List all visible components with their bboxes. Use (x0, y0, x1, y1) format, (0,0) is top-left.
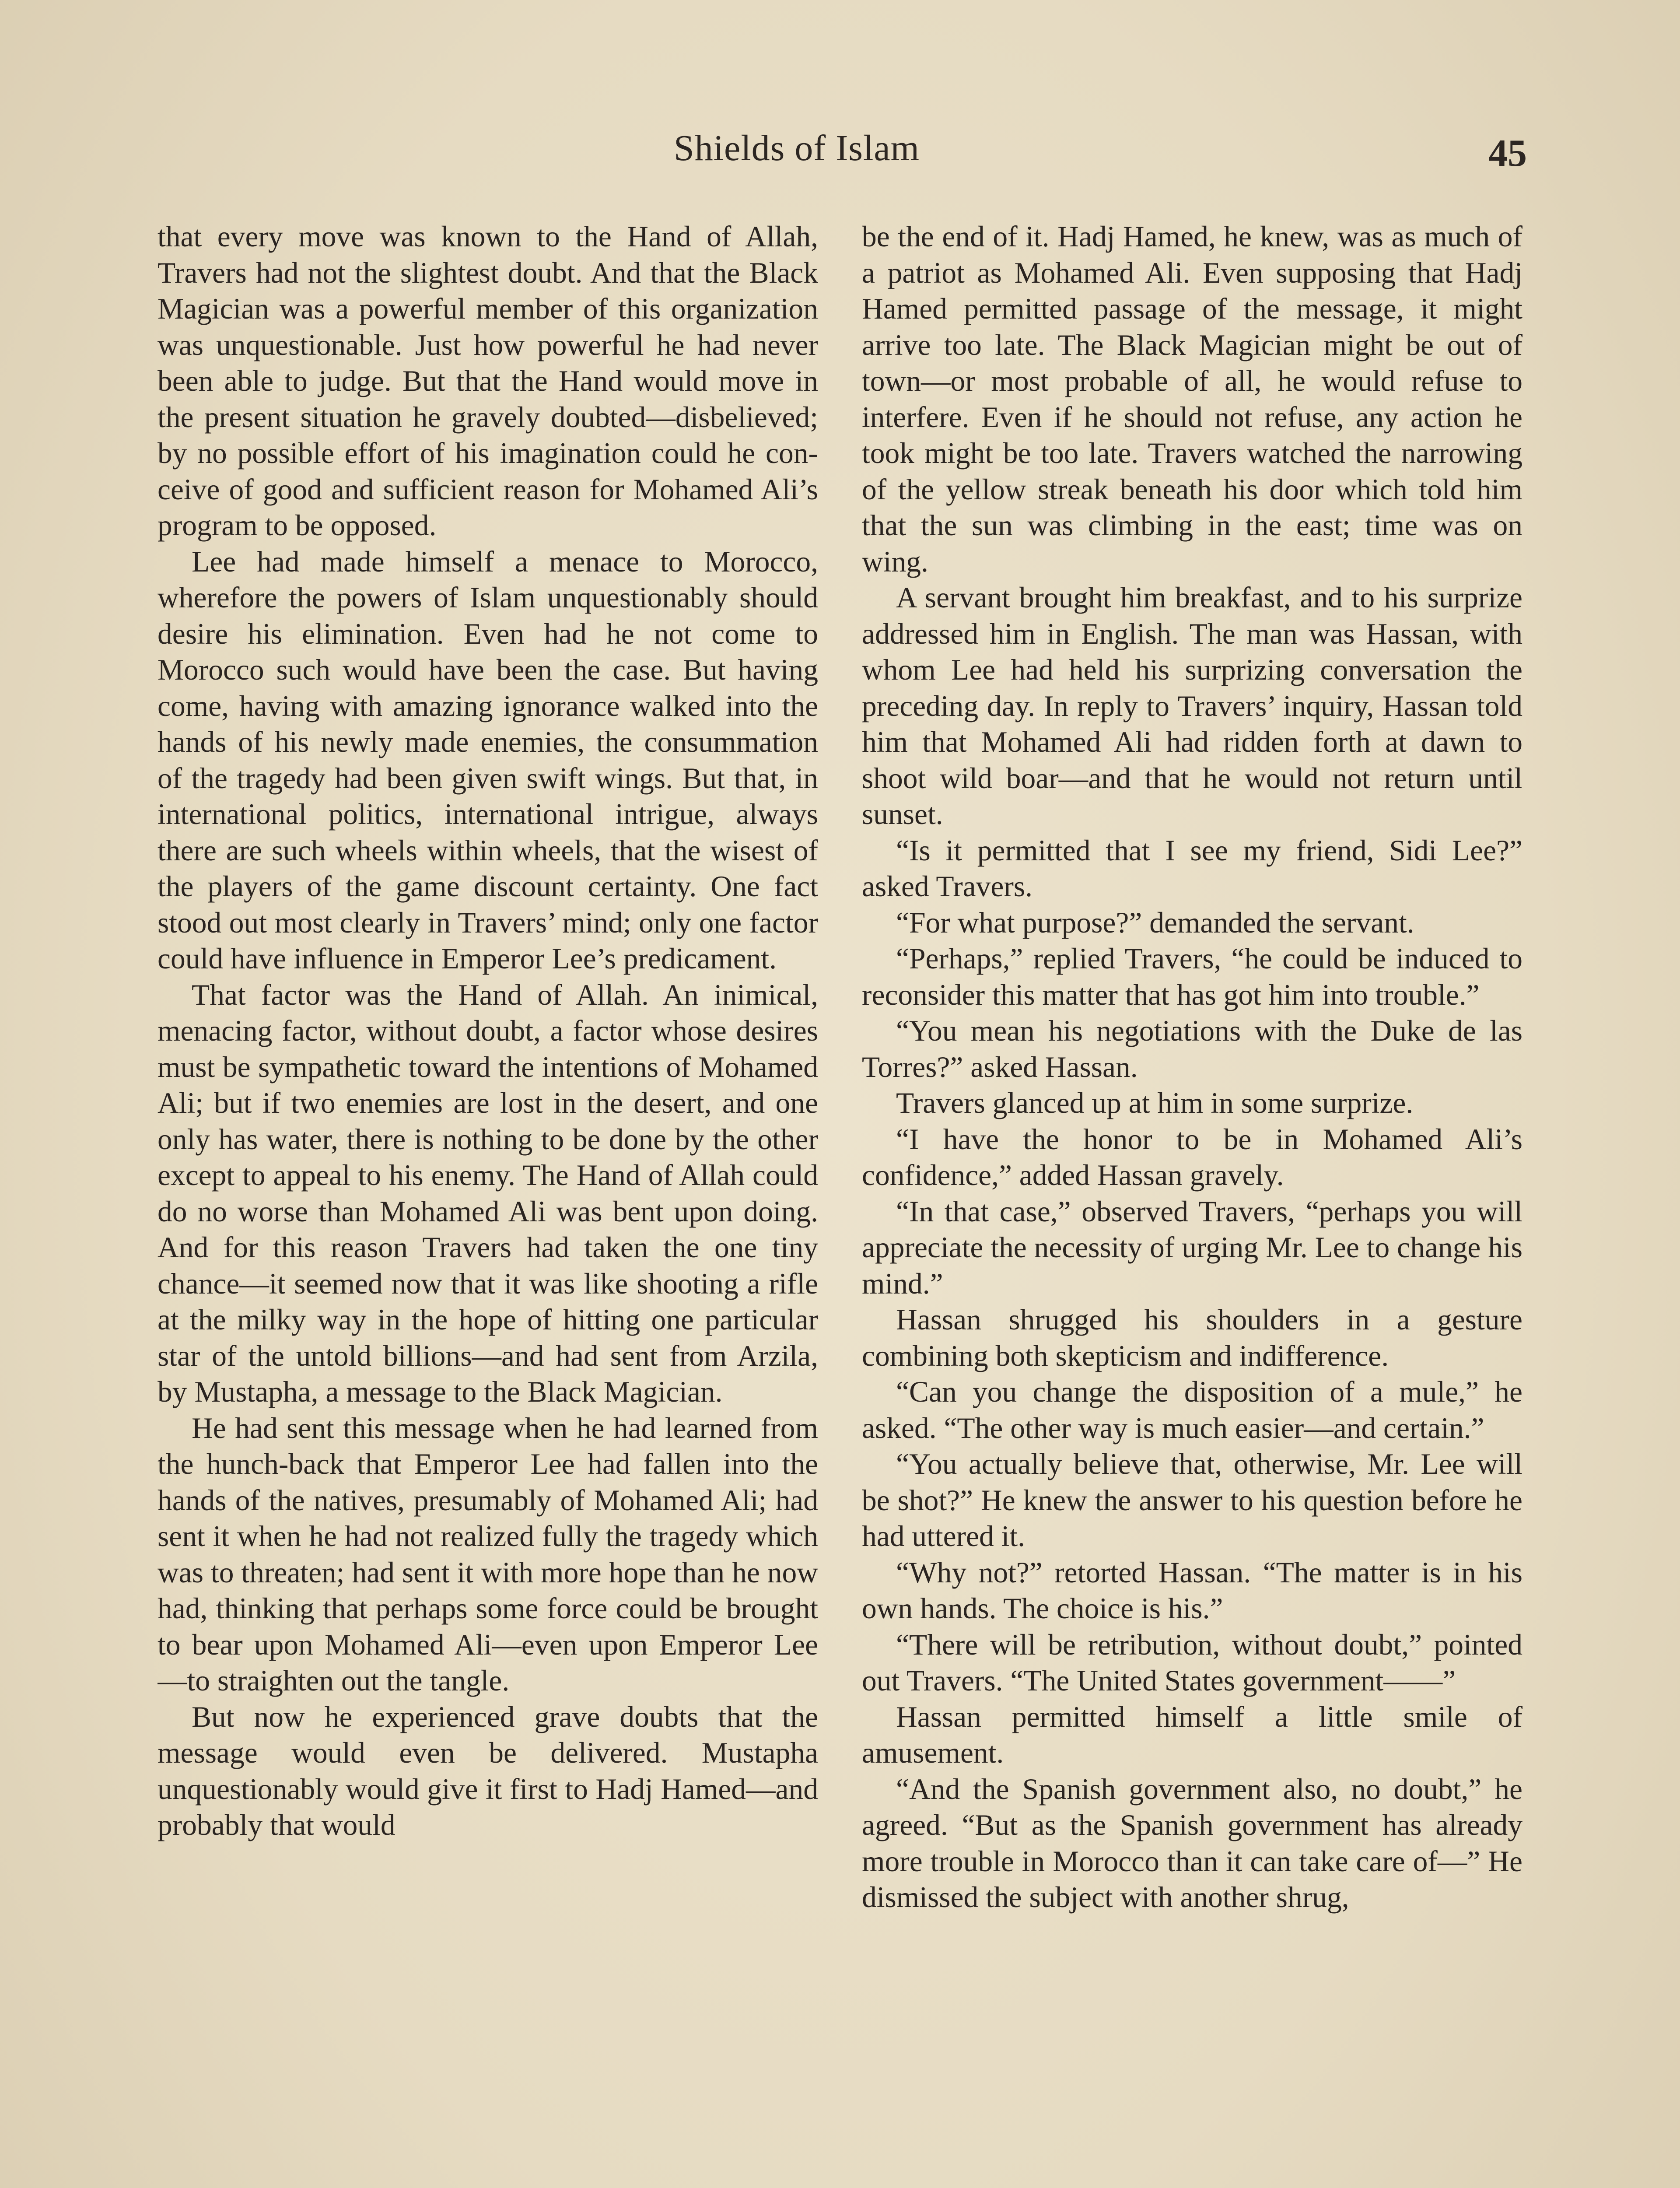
right-column (862, 219, 1522, 2188)
paragraph: “In that case,” observed Travers, “perhaps you will appreciate the necessity of urging Mr. Lee to change his mind.” (862, 1195, 1522, 1300)
paragraph: that every move was known to the Hand of Allah, Travers had not the slightest doubt. And that the Black Magician was a powerful member of this organization was unquestionable. Just how powerful he had never been able to judge. But that the Hand would move in the present situation he gravely doubted—disbelieved; by no possible effort of his imagination could he conceive of good and sufficient reason for Mohamed Ali’s program to be opposed. (158, 220, 818, 542)
paragraph: “I have the honor to be in Mohamed Ali’s confidence,” added Hassan gravely. (862, 1122, 1522, 1192)
paragraph: “For what purpose?” demanded the servant. (896, 906, 1414, 939)
paragraph: Travers glanced up at him in some surprize. (896, 1087, 1414, 1119)
page-number: 45 (1488, 132, 1527, 175)
paragraph: A servant brought him breakfast, and to his surprize addressed him in English. The man was Hassan, with whom Lee had held his surprizing conversation the preceding day. In reply to Travers’ inquiry, Hassan told him that Mohamed Ali had ridden forth at dawn to shoot wild boar—and that he would not return until sunset. (862, 581, 1522, 831)
paragraph: “And the Spanish government also, no doubt,” he agreed. “But as the Spanish government has already more trouble in Morocco than it can take care of—” He dismissed the subject with another shrug, (862, 1772, 1522, 1914)
paragraph: But now he experienced grave doubts that the message would even be delivered. Mustapha unquestionably would give it first to Hadj Hamed—and probably that would (158, 1700, 818, 1841)
paragraph: Hassan shrugged his shoulders in a gesture combining both skepticism and indifference. (862, 1303, 1522, 1372)
paragraph: “You mean his negotiations with the Duke de las Torres?” asked Hassan. (862, 1014, 1522, 1083)
running-title: Shields of Islam (674, 128, 920, 168)
paragraph: “You actually believe that, otherwise, Mr. Lee will be shot?” He knew the answer to his question before he had uttered it. (862, 1448, 1522, 1553)
text-columns (158, 219, 1527, 2188)
paragraph: “Is it permitted that I see my friend, Sidi Lee?” asked Travers. (862, 834, 1522, 903)
paragraph: be the end of it. Hadj Hamed, he knew, was as much of a patriot as Mohamed Ali. Even supposing that Hadj Hamed permitted passage of the message, it might arrive too late. The Black Magician might be out of town—or most probable of all, he would refuse to interfere. Even if he should not refuse, any action he took might be too late. Travers watched the narrowing of the yellow streak beneath his door which told him that the sun was climbing in the east; time was on wing. (862, 220, 1522, 578)
paragraph: “Perhaps,” replied Travers, “he could be induced to reconsider this matter that has got him into trouble.” (862, 942, 1522, 1011)
paragraph: “Can you change the disposition of a mule,” he asked. “The other way is much easier—and certain.” (862, 1375, 1522, 1445)
left-column (158, 219, 818, 2188)
paragraph: “There will be retribution, without doubt,” pointed out Travers. “The United States government——” (862, 1628, 1522, 1697)
page-header (158, 127, 1527, 188)
paragraph: He had sent this message when he had learned from the hunch-back that Emperor Lee had fallen into the hands of the natives, presumably of Mohamed Ali; had sent it when he had not realized fully the tragedy which was to threaten; had sent it with more hope than he now had, thinking that perhaps some force could be brought to bear upon Mohamed Ali—even upon Emperor Lee—to straighten out the tangle. (158, 1411, 818, 1697)
paragraph: That factor was the Hand of Allah. An inimical, menacing factor, without doubt, a factor whose desires must be sympathetic toward the intentions of Mohamed Ali; but if two enemies are lost in the desert, and one only has water, there is nothing to be done by the other except to appeal to his enemy. The Hand of Allah could do no worse than Mohamed Ali was bent upon doing. And for this reason Travers had taken the one tiny chance—it seemed now that it was like shooting a rifle at the milky way in the hope of hitting one particular star of the untold billions—and had sent from Arzila, by Mustapha, a message to the Black Magician. (158, 978, 818, 1408)
paragraph: “Why not?” retorted Hassan. “The matter is in his own hands. The choice is his.” (862, 1556, 1522, 1625)
paragraph: Hassan permitted himself a little smile of amusement. (862, 1700, 1522, 1769)
paragraph: Lee had made himself a menace to Morocco, wherefore the powers of Islam unquestionably should desire his elimination. Even had he not come to Morocco such would have been the case. But having come, having with amazing ignorance walked into the hands of his newly made enemies, the consummation of the tragedy had been given swift wings. But that, in international politics, international intrigue, always there are such wheels within wheels, that the wisest of the players of the game discount certainty. One fact stood out most clearly in Travers’ mind; only one factor could have influence in Emperor Lee’s predicament. (158, 545, 818, 975)
